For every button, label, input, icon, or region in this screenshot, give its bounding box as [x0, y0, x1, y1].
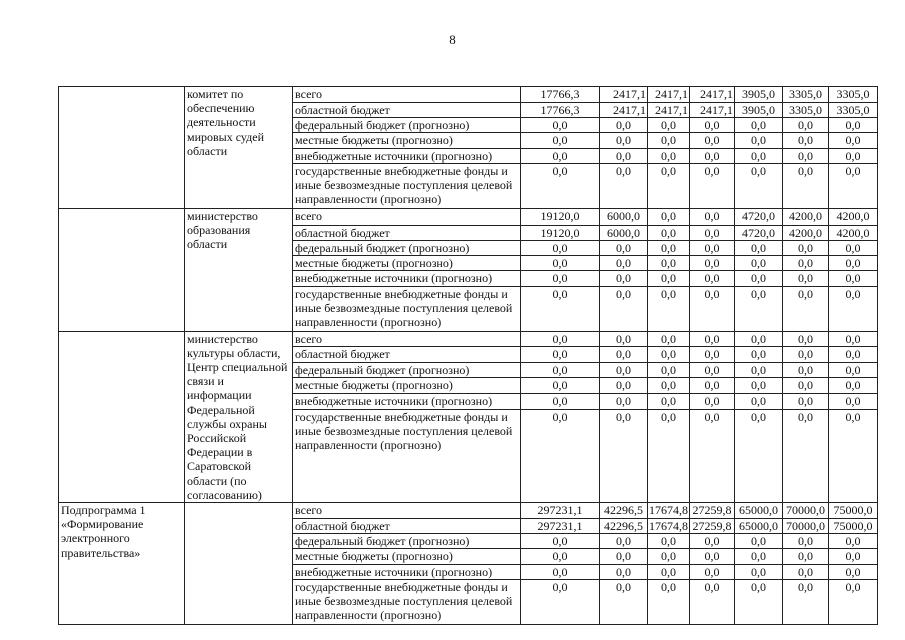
- value-cell: 0,0: [521, 256, 600, 271]
- funding-source-cell: федеральный бюджет (прогнозно): [293, 534, 521, 549]
- value-cell: 17674,8: [649, 503, 688, 518]
- value-cell: 0,0: [783, 331, 829, 347]
- value-cell: 0,0: [600, 331, 648, 347]
- budget-table: [58, 86, 878, 625]
- value-cell: 0,0: [735, 549, 783, 564]
- value-cell: 0,0: [829, 148, 878, 163]
- value-cell: 0,0: [600, 579, 648, 624]
- value-cell: 75000,0: [829, 503, 878, 519]
- value-cell: 0,0: [521, 378, 600, 394]
- funding-source-cell: государственные внебюджетные фонды и иные безвозмездные поступления целевой направленности (прогнозно): [293, 163, 521, 208]
- funding-source-cell: областной бюджет: [293, 225, 521, 240]
- value-cell: 0,0: [648, 564, 690, 579]
- executor-cell: министерство культуры области, Центр специальной связи и информации Федеральной службы охраны Российской Федерации в Саратовской области (по согласованию): [185, 331, 293, 502]
- value-cell: 0,0: [735, 534, 783, 549]
- value-cell: 0,0: [690, 564, 735, 579]
- funding-source-cell: внебюджетные источники (прогнозно): [293, 148, 521, 163]
- value-cell: 2417,1: [690, 103, 735, 118]
- value-cell: 4200,0: [829, 225, 878, 240]
- value-cell: 0,0: [600, 534, 648, 549]
- value-cell: 0,0: [648, 225, 690, 240]
- value-cell: 0,0: [690, 118, 735, 133]
- value-cell: 0,0: [648, 549, 690, 564]
- funding-source-cell: внебюджетные источники (прогнозно): [293, 271, 521, 286]
- value-cell: 0,0: [521, 241, 600, 256]
- value-cell: 0,0: [783, 148, 829, 163]
- value-cell: 0,0: [735, 564, 783, 579]
- value-cell: 3305,0: [829, 103, 878, 118]
- value-cell: 65000,0: [735, 503, 783, 519]
- value-cell: 4200,0: [783, 225, 829, 240]
- value-cell: 0,0: [735, 394, 783, 410]
- value-cell: 0,0: [648, 534, 690, 549]
- value-cell: 0,0: [735, 409, 783, 502]
- value-cell: 0,0: [648, 271, 690, 286]
- executor-cell: комитет по обеспечению деятельности мировых судей области: [185, 87, 293, 209]
- value-cell: 0,0: [735, 362, 783, 378]
- funding-source-cell: государственные внебюджетные фонды и иные безвозмездные поступления целевой направленности (прогнозно): [293, 409, 521, 502]
- funding-source-cell: всего: [293, 208, 521, 225]
- value-cell: 0,0: [521, 549, 600, 564]
- value-cell: 0,0: [829, 241, 878, 256]
- funding-source-cell: местные бюджеты (прогнозно): [293, 378, 521, 394]
- value-cell: 0,0: [521, 534, 600, 549]
- value-cell: 0,0: [521, 133, 600, 148]
- value-cell: 27259,8: [690, 519, 735, 534]
- value-cell: 0,0: [690, 148, 735, 163]
- value-cell: 4720,0: [735, 225, 783, 240]
- value-cell: 0,0: [690, 534, 735, 549]
- value-cell: 0,0: [829, 118, 878, 133]
- value-cell: 3305,0: [783, 87, 829, 103]
- value-cell: 0,0: [735, 118, 783, 133]
- value-cell: 0,0: [690, 163, 735, 208]
- value-cell: 0,0: [783, 362, 829, 378]
- value-cell: 0,0: [648, 331, 690, 347]
- funding-source-cell: областной бюджет: [293, 103, 521, 118]
- value-cell: 2417,1: [648, 103, 690, 118]
- value-cell: 75000,0: [829, 519, 878, 534]
- value-cell: 0,0: [600, 347, 648, 363]
- value-cell: 0,0: [783, 241, 829, 256]
- funding-source-cell: федеральный бюджет (прогнозно): [293, 118, 521, 133]
- funding-source-cell: областной бюджет: [293, 519, 521, 534]
- funding-source-cell: государственные внебюджетные фонды и иные безвозмездные поступления целевой направленности (прогнозно): [293, 286, 521, 331]
- value-cell: 0,0: [690, 347, 735, 363]
- value-cell: 0,0: [521, 579, 600, 624]
- value-cell: 0,0: [600, 241, 648, 256]
- table-row: [59, 503, 878, 519]
- value-cell: 0,0: [829, 394, 878, 410]
- value-cell: 0,0: [648, 241, 690, 256]
- value-cell: 0,0: [829, 579, 878, 624]
- value-cell: 0,0: [648, 256, 690, 271]
- value-cell: 0,0: [600, 271, 648, 286]
- value-cell: 0,0: [829, 549, 878, 564]
- value-cell: 0,0: [735, 378, 783, 394]
- value-cell: 3305,0: [783, 103, 829, 118]
- program-cell: [59, 331, 185, 502]
- value-cell: 6000,0: [600, 225, 648, 240]
- value-cell: 0,0: [648, 133, 690, 148]
- value-cell: 65000,0: [735, 519, 783, 534]
- value-cell: 0,0: [783, 534, 829, 549]
- value-cell: 0,0: [829, 362, 878, 378]
- funding-source-cell: местные бюджеты (прогнозно): [293, 133, 521, 148]
- value-cell: 19120,0: [521, 208, 600, 225]
- value-cell: 0,0: [690, 256, 735, 271]
- value-cell: 3905,0: [735, 103, 783, 118]
- value-cell: 0,0: [521, 564, 600, 579]
- value-cell: 0,0: [829, 331, 878, 347]
- value-cell: 0,0: [690, 286, 735, 331]
- value-cell: 0,0: [783, 579, 829, 624]
- value-cell: 17674,8: [649, 519, 688, 534]
- value-cell: 0,0: [648, 163, 690, 208]
- value-cell: 0,0: [600, 564, 648, 579]
- value-cell: 0,0: [735, 133, 783, 148]
- funding-source-cell: всего: [293, 331, 521, 347]
- value-cell: 0,0: [521, 347, 600, 363]
- value-cell: 0,0: [690, 378, 735, 394]
- value-cell: 17766,3: [521, 87, 600, 103]
- value-cell: 0,0: [690, 549, 735, 564]
- value-cell: 0,0: [829, 378, 878, 394]
- value-cell: 0,0: [600, 148, 648, 163]
- value-cell: 0,0: [600, 394, 648, 410]
- value-cell: 0,0: [521, 331, 600, 347]
- value-cell: 2417,1: [600, 103, 648, 118]
- value-cell: 0,0: [735, 331, 783, 347]
- value-cell: 0,0: [735, 579, 783, 624]
- value-cell: 0,0: [829, 271, 878, 286]
- value-cell: 0,0: [521, 271, 600, 286]
- value-cell: 0,0: [783, 394, 829, 410]
- program-cell: [59, 87, 185, 209]
- value-cell: 0,0: [690, 241, 735, 256]
- value-cell: 0,0: [521, 409, 600, 502]
- value-cell: 0,0: [600, 409, 648, 502]
- value-cell: 0,0: [600, 256, 648, 271]
- funding-source-cell: внебюджетные источники (прогнозно): [293, 564, 521, 579]
- value-cell: 0,0: [521, 286, 600, 331]
- value-cell: 27259,8: [690, 503, 735, 519]
- value-cell: 0,0: [829, 286, 878, 331]
- value-cell: 0,0: [521, 362, 600, 378]
- value-cell: 0,0: [783, 549, 829, 564]
- table-row: [59, 87, 878, 103]
- value-cell: 0,0: [600, 133, 648, 148]
- value-cell: 0,0: [829, 256, 878, 271]
- value-cell: 0,0: [829, 564, 878, 579]
- value-cell: 0,0: [521, 163, 600, 208]
- value-cell: 0,0: [521, 394, 600, 410]
- funding-source-cell: федеральный бюджет (прогнозно): [293, 362, 521, 378]
- value-cell: 0,0: [600, 286, 648, 331]
- value-cell: 4200,0: [829, 208, 878, 225]
- value-cell: 0,0: [783, 286, 829, 331]
- funding-source-cell: местные бюджеты (прогнозно): [293, 549, 521, 564]
- value-cell: 0,0: [600, 549, 648, 564]
- value-cell: 0,0: [783, 271, 829, 286]
- value-cell: 0,0: [829, 347, 878, 363]
- value-cell: 0,0: [648, 148, 690, 163]
- value-cell: 0,0: [783, 378, 829, 394]
- value-cell: 0,0: [648, 118, 690, 133]
- value-cell: 3305,0: [829, 87, 878, 103]
- value-cell: 0,0: [735, 148, 783, 163]
- value-cell: 19120,0: [521, 225, 600, 240]
- value-cell: 0,0: [829, 409, 878, 502]
- value-cell: 0,0: [783, 118, 829, 133]
- value-cell: 70000,0: [783, 503, 829, 519]
- value-cell: 0,0: [648, 409, 690, 502]
- table-row: [59, 208, 878, 225]
- value-cell: 0,0: [690, 133, 735, 148]
- table-row: [59, 331, 878, 347]
- value-cell: 0,0: [783, 564, 829, 579]
- value-cell: 4200,0: [783, 208, 829, 225]
- value-cell: 0,0: [600, 118, 648, 133]
- value-cell: 0,0: [690, 331, 735, 347]
- value-cell: 0,0: [648, 579, 690, 624]
- funding-source-cell: местные бюджеты (прогнозно): [293, 256, 521, 271]
- value-cell: 0,0: [600, 378, 648, 394]
- value-cell: 6000,0: [600, 208, 648, 225]
- funding-source-cell: внебюджетные источники (прогнозно): [293, 394, 521, 410]
- value-cell: 0,0: [690, 225, 735, 240]
- program-cell: Подпрограмма 1 «Формирование электронного правительства»: [59, 503, 185, 625]
- funding-source-cell: федеральный бюджет (прогнозно): [293, 241, 521, 256]
- value-cell: 4720,0: [735, 208, 783, 225]
- value-cell: 0,0: [690, 208, 735, 225]
- funding-source-cell: областной бюджет: [293, 347, 521, 363]
- value-cell: 0,0: [648, 347, 690, 363]
- value-cell: 297231,1: [521, 519, 600, 534]
- value-cell: 0,0: [783, 256, 829, 271]
- value-cell: 0,0: [735, 241, 783, 256]
- value-cell: 0,0: [783, 133, 829, 148]
- value-cell: 0,0: [690, 394, 735, 410]
- value-cell: 0,0: [783, 163, 829, 208]
- value-cell: 0,0: [829, 534, 878, 549]
- value-cell: 2417,1: [690, 87, 735, 103]
- value-cell: 0,0: [735, 286, 783, 331]
- value-cell: 0,0: [690, 362, 735, 378]
- value-cell: 3905,0: [735, 87, 783, 103]
- value-cell: 0,0: [648, 362, 690, 378]
- value-cell: 0,0: [648, 286, 690, 331]
- value-cell: 0,0: [521, 118, 600, 133]
- value-cell: 0,0: [735, 163, 783, 208]
- executor-cell: министерство образования области: [185, 208, 293, 331]
- value-cell: 0,0: [648, 208, 690, 225]
- program-cell: [59, 208, 185, 331]
- value-cell: 0,0: [829, 163, 878, 208]
- value-cell: 17766,3: [521, 103, 600, 118]
- value-cell: 0,0: [783, 409, 829, 502]
- value-cell: 42296,5: [600, 503, 648, 519]
- value-cell: 0,0: [521, 148, 600, 163]
- value-cell: 0,0: [735, 256, 783, 271]
- value-cell: 0,0: [735, 347, 783, 363]
- funding-source-cell: всего: [293, 87, 521, 103]
- funding-source-cell: всего: [293, 503, 521, 519]
- value-cell: 0,0: [829, 133, 878, 148]
- executor-cell: [185, 503, 293, 625]
- value-cell: 297231,1: [521, 503, 600, 519]
- value-cell: 0,0: [690, 271, 735, 286]
- value-cell: 0,0: [735, 271, 783, 286]
- value-cell: 42296,5: [600, 519, 648, 534]
- value-cell: 0,0: [648, 394, 690, 410]
- page-number: 8: [449, 32, 456, 47]
- value-cell: 0,0: [648, 378, 690, 394]
- value-cell: 70000,0: [783, 519, 829, 534]
- value-cell: 0,0: [600, 163, 648, 208]
- value-cell: 0,0: [690, 579, 735, 624]
- funding-source-cell: государственные внебюджетные фонды и иные безвозмездные поступления целевой направленности (прогнозно): [293, 579, 521, 624]
- value-cell: 2417,1: [648, 87, 690, 103]
- value-cell: 0,0: [783, 347, 829, 363]
- value-cell: 0,0: [690, 409, 735, 502]
- value-cell: 2417,1: [600, 87, 648, 103]
- value-cell: 0,0: [600, 362, 648, 378]
